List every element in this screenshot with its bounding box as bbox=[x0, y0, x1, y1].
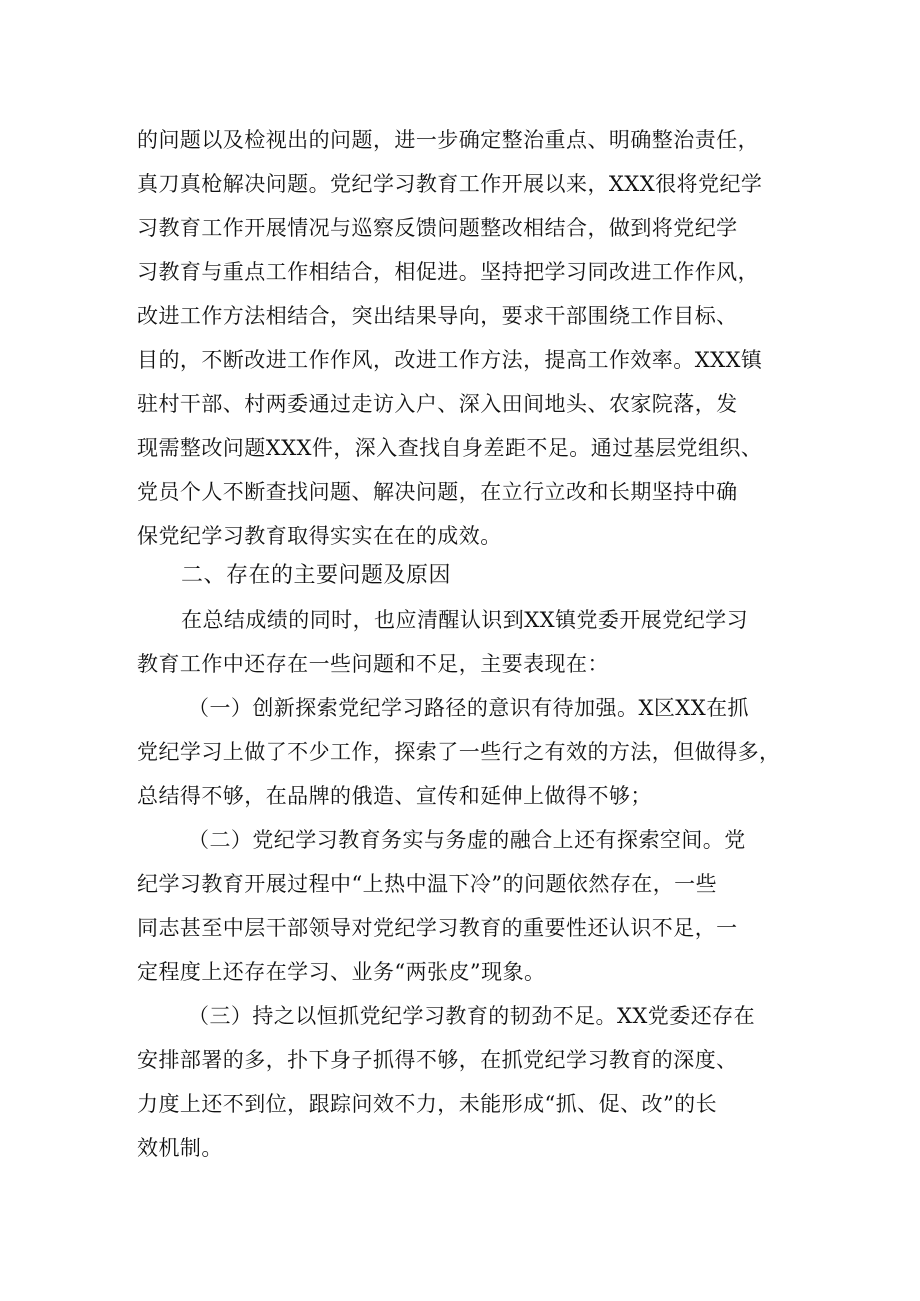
paragraph-1-line: 的问题以及检视出的问题，进一步确定整治重点、明确整治责任， bbox=[137, 128, 760, 152]
paragraph-2-line: 教育工作中还存在一些问题和不足，主要表现在： bbox=[137, 652, 609, 676]
item-2-line: 同志甚至中层干部领导对党纪学习教育的重要性还认识不足，一 bbox=[137, 916, 738, 940]
item-3-line: （三）持之以恒抓党纪学习教育的韧劲不足。XX党委还存在 bbox=[188, 1004, 756, 1028]
item-2-line: 纪学习教育开展过程中“上热中温下冷”的问题依然存在，一些 bbox=[137, 872, 718, 896]
item-3-line: 安排部署的多，扑下身子抓得不够，在抓党纪学习教育的深度、 bbox=[137, 1048, 738, 1072]
item-1-line: （一）创新探索党纪学习路径的意识有待加强。X区XX在抓 bbox=[188, 696, 749, 720]
paragraph-1-line: 保党纪学习教育取得实实在在的成效。 bbox=[137, 524, 502, 548]
item-1-line: 总结得不够，在品牌的俄造、宣传和延伸上做得不够； bbox=[137, 784, 652, 808]
paragraph-2-line: 在总结成绩的同时，也应清醒认识到XX镇党委开展党纪学习 bbox=[181, 608, 749, 632]
paragraph-1-line: 真刀真枪解决问题。党纪学习教育工作开展以来，XXX很将党纪学 bbox=[137, 172, 763, 196]
paragraph-1-line: 现需整改问题XXX件，深入查找自身差距不足。通过基层党组织、 bbox=[137, 436, 763, 460]
item-3-line: 力度上还不到位，跟踪问效不力，未能形成“抓、促、改”的长 bbox=[137, 1092, 718, 1116]
item-3-line: 效机制。 bbox=[137, 1136, 223, 1160]
paragraph-1-line: 目的，不断改进工作作风，改进工作方法，提高工作效率。XXX镇 bbox=[137, 348, 763, 372]
paragraph-1-line: 党员个人不断查找问题、解决问题，在立行立改和长期坚持中确 bbox=[137, 480, 738, 504]
item-2-line: 定程度上还存在学习、业务“两张皮”现象。 bbox=[137, 960, 546, 984]
paragraph-1-line: 习教育与重点工作相结合，相促进。坚持把学习同改进工作作风， bbox=[137, 260, 760, 284]
item-1-line: 党纪学习上做了不少工作，探索了一些行之有效的方法，但做得多， bbox=[137, 740, 781, 764]
section-heading: 二、存在的主要问题及原因 bbox=[181, 563, 452, 588]
paragraph-1-line: 习教育工作开展情况与巡察反馈问题整改相结合，做到将党纪学 bbox=[137, 216, 738, 240]
paragraph-1-line: 驻村干部、村两委通过走访入户、深入田间地头、农家院落，发 bbox=[137, 392, 738, 416]
paragraph-1-line: 改进工作方法相结合，突出结果导向，要求干部围绕工作目标、 bbox=[137, 304, 738, 328]
item-2-line: （二）党纪学习教育务实与务虚的融合上还有探索空间。党 bbox=[188, 828, 746, 852]
